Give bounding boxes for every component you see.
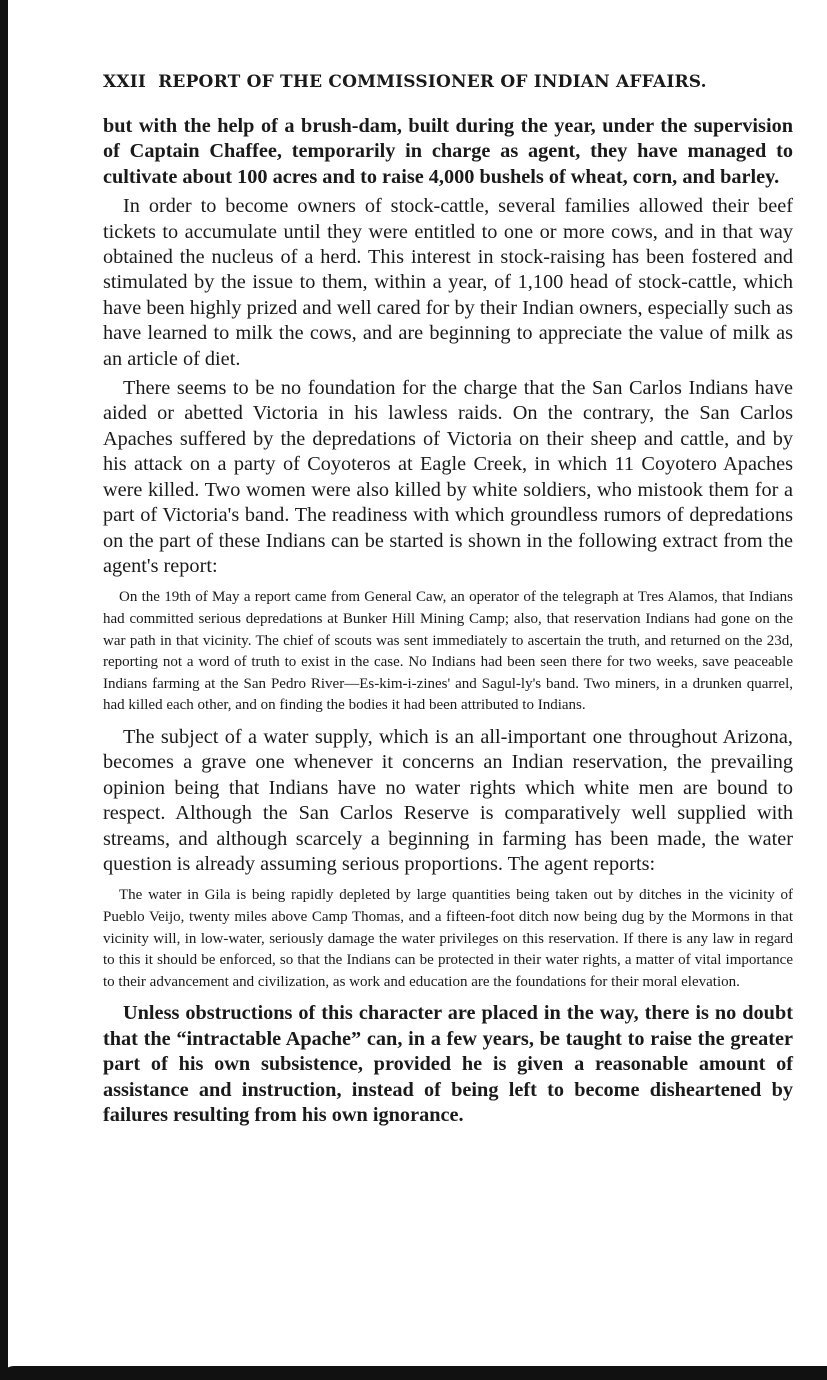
page-left-shadow (0, 0, 8, 1380)
page-bottom-shadow (0, 1366, 827, 1380)
paragraph-stock-cattle: In order to become owners of stock-cattle, several families allowed their beef tickets to accumulate until they were entitled to one or more cows, and in that way obtained the nucleus of a herd. This interest in stock-raising has been fostered and stimulated by the issue to them, within a year, of 1,100 head of stock-cattle, which have been highly prized and well cared for by their Indian owners, especially such as have learned to milk the cows, and are beginning to appreciate the value of milk as an article of diet. (103, 195, 793, 370)
paragraph-continuation: but with the help of a brush-dam, built during the year, under the supervision of Captain Chaffee, temporarily in charge as agent, they have managed to cultivate about 100 acres and to raise 4,000 bushels of wheat, corn, and barley. (103, 115, 793, 188)
running-title: REPORT OF THE COMMISSIONER OF INDIAN AFFAIRS. (158, 72, 707, 92)
running-header (103, 72, 793, 92)
paragraph-conclusion: Unless obstructions of this character are placed in the way, there is no doubt that the “intractable Apache” can, in a few years, be taught to raise the greater part of his own subsistence, provided he is given a reasonable amount of assistance and instruction, instead of being left to become disheartened by failures resulting from his own ignorance. (103, 1002, 793, 1126)
page-number: XXII (103, 72, 147, 92)
quote-agent-report-water: The water in Gila is being rapidly depleted by large quantities being taken out by ditches in the vicinity of Pueblo Veijo, twenty miles above Camp Thomas, and a fifteen-foot ditch now being dug by the Mormons in that vicinity will, in low-water, seriously damage the water privileges on this reservation. If there is any law in regard to this it should be enforced, so that the Indians can be protected in their water rights, a matter of vital importance to their advancement and civilization, as work and education are the foundations for their moral elevation. (103, 887, 793, 990)
paragraph-water-supply: The subject of a water supply, which is an all-important one throughout Arizona, becomes a grave one whenever it concerns an Indian reservation, the prevailing opinion being that Indians have no water rights which white men are bound to respect. Although the San Carlos Reserve is comparatively well supplied with streams, and although scarcely a beginning in farming has been made, the water question is already assuming serious proportions. The agent reports: (103, 725, 793, 875)
quote-agent-report-depredations: On the 19th of May a report came from General Caw, an operator of the telegraph at Tres Alamos, that Indians had committed serious depredations at Bunker Hill Mining Camp; also, that reservation Indians had gone on the war path in that vicinity. The chief of scouts was sent immediately to ascertain the truth, and returned on the 23d, reporting not a word of truth to exist in the case. No Indians had been seen there for two weeks, save peaceable Indians farming at the San Pedro River—Es-kim-i-zines' and Sagul-ly's band. Two miners, in a drunken quarrel, had killed each other, and on finding the bodies it had been attributed to Indians. (103, 589, 793, 714)
body-text (103, 114, 793, 1128)
paragraph-victoria-raids: There seems to be no foundation for the charge that the San Carlos Indians have aided or abetted Victoria in his lawless raids. On the contrary, the San Carlos Apaches suffered by the depredations of Victoria on their sheep and cattle, and by his attack on a party of Coyoteros at Eagle Creek, in which 11 Coyotero Apaches were killed. Two women were also killed by white soldiers, who mistook them for a part of Victoria's band. The readiness with which groundless rumors of depredations on the part of these Indians can be started is shown in the following extract from the agent's report: (103, 377, 793, 577)
